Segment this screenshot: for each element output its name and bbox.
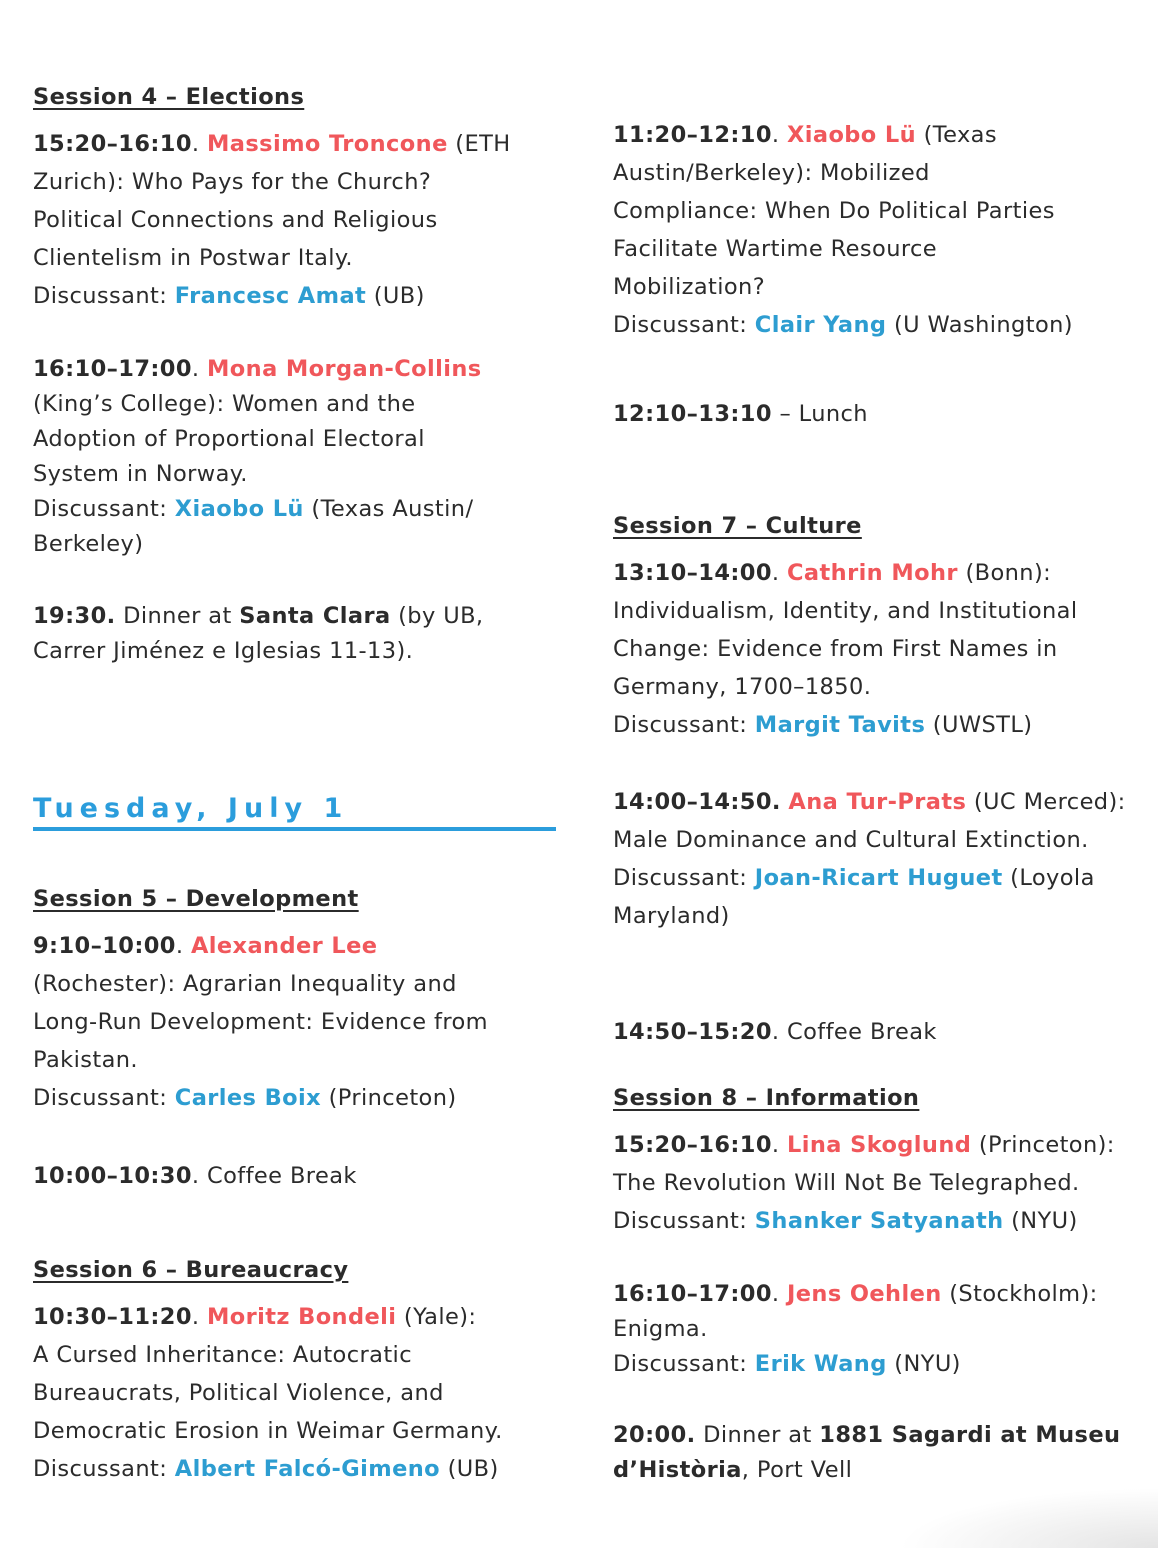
speaker-affiliation: (UC Merced):: [973, 789, 1126, 815]
speaker-affiliation: (Princeton):: [978, 1132, 1115, 1158]
break-label: Coffee Break: [787, 1019, 937, 1045]
break-time: 10:00–10:30: [33, 1163, 192, 1189]
speaker-affiliation: (Stockholm):: [949, 1281, 1098, 1307]
talk-title-line: Germany, 1700–1850.: [613, 674, 872, 700]
dinner-place-cont: d’Història: [613, 1457, 742, 1483]
talk-title-line: Facilitate Wartime Resource: [613, 236, 938, 262]
talk-time: 14:00–14:50.: [613, 789, 781, 815]
discussant-affiliation: (UWSTL): [932, 712, 1033, 738]
discussant-name: Francesc Amat: [174, 283, 367, 309]
day-heading: Tuesday, July 1: [33, 793, 349, 824]
discussant-name: Shanker Satyanath: [754, 1208, 1004, 1234]
discussant-label: Discussant:: [613, 1351, 748, 1377]
session-title: Session 6 – Bureaucracy: [33, 1257, 349, 1283]
talk-title-line: Compliance: When Do Political Parties: [613, 198, 1055, 224]
talk-time: 11:20–12:10: [613, 122, 772, 148]
talk-time: 16:10–17:00: [613, 1281, 772, 1307]
dinner-location: , Port Vell: [741, 1457, 853, 1483]
talk-lee: 9:10–10:00. Alexander Lee (Rochester): Agrarian Inequality and Long-Run Development: Evidence from Pakistan. Discussant: Carles Boix (Princeton): [33, 927, 553, 1117]
talk-title-line: A Cursed Inheritance: Autocratic: [33, 1342, 412, 1368]
discussant-label: Discussant:: [613, 865, 748, 891]
session-8-block: [613, 1079, 1153, 1117]
talk-title-line: Pakistan.: [33, 1047, 138, 1073]
lunch-label: – Lunch: [779, 401, 868, 427]
discussant-affiliation: (Loyola: [1010, 865, 1095, 891]
talk-title-line: Mobilization?: [613, 274, 766, 300]
talk-time: 9:10–10:00: [33, 933, 176, 959]
talk-time: 13:10–14:00: [613, 560, 772, 586]
discussant-affiliation: (UB): [373, 283, 425, 309]
talk-bondeli: 10:30–11:20. Moritz Bondeli (Yale): A Cursed Inheritance: Autocratic Bureaucrats, Political Violence, and Democratic Erosion in Weimar Germany. Discussant: Albert Falcó-Gimeno (UB): [33, 1298, 553, 1488]
discussant-label: Discussant:: [613, 1208, 748, 1234]
discussant-name: Erik Wang: [754, 1351, 887, 1377]
talk-title-line: Long-Run Development: Evidence from: [33, 1009, 488, 1035]
speaker-name: Massimo Troncone: [207, 131, 448, 157]
session-7-block: [613, 507, 1153, 545]
coffee-break-afternoon: 14:50–15:20. Coffee Break: [613, 1019, 937, 1045]
discussant-label: Discussant:: [33, 1085, 168, 1111]
discussant-affiliation: (NYU): [894, 1351, 961, 1377]
talk-title-line: Austin/Berkeley): Mobilized: [613, 160, 930, 186]
speaker-name: Jens Oehlen: [787, 1281, 942, 1307]
talk-time: 15:20–16:10: [613, 1132, 772, 1158]
session-title: Session 8 – Information: [613, 1085, 920, 1111]
speaker-name: Ana Tur-Prats: [788, 789, 967, 815]
break-label: Coffee Break: [207, 1163, 357, 1189]
talk-skoglund: 15:20–16:10. Lina Skoglund (Princeton): The Revolution Will Not Be Telegraphed. Discussant: Shanker Satyanath (NYU): [613, 1126, 1153, 1240]
talk-mohr: 13:10–14:00. Cathrin Mohr (Bonn): Individualism, Identity, and Institutional Change: Evidence from First Names in Germany, 1700–1850. Discussant: Margit Tavits (UWSTL): [613, 554, 1153, 744]
discussant-label: Discussant:: [33, 496, 168, 522]
speaker-name: Mona Morgan-Collins: [207, 356, 482, 382]
discussant-affiliation: (NYU): [1011, 1208, 1078, 1234]
break-time: 14:50–15:20: [613, 1019, 772, 1045]
talk-title-line: Change: Evidence from First Names in: [613, 636, 1058, 662]
session-5-block: [33, 880, 553, 918]
talk-tur-prats: [613, 783, 1153, 935]
discussant-name: Clair Yang: [754, 312, 887, 338]
talk-morgan-collins: 16:10–17:00. Mona Morgan-Collins (King’s College): Women and the Adoption of Proportional Electoral System in Norway. Discussant: Xiaobo Lü (Texas Austin/ Berkeley): [33, 352, 553, 562]
lunch-time: 12:10–13:10: [613, 401, 772, 427]
dinner-address: Carrer Jiménez e Iglesias 11-13).: [33, 638, 414, 664]
dinner-place: 1881 Sagardi at Museu: [819, 1422, 1121, 1448]
talk-title-line: Zurich): Who Pays for the Church?: [33, 169, 432, 195]
speaker-name: Moritz Bondeli: [207, 1304, 397, 1330]
discussant-name: Joan-Ricart Huguet: [754, 865, 1003, 891]
talk-title-line: Democratic Erosion in Weimar Germany.: [33, 1418, 503, 1444]
session-title: Session 7 – Culture: [613, 513, 862, 539]
dinner-prefix: Dinner at: [123, 603, 232, 629]
speaker-affiliation: (Bonn):: [965, 560, 1052, 586]
talk-title-line: Political Connections and Religious: [33, 207, 438, 233]
page-corner-shadow: [898, 1488, 1158, 1548]
session-6-block: [33, 1251, 553, 1289]
session-title: Session 4 – Elections: [33, 84, 305, 110]
dinner-time: 19:30.: [33, 603, 116, 629]
talk-time: 10:30–11:20: [33, 1304, 192, 1330]
discussant-name: Xiaobo Lü: [174, 496, 304, 522]
discussant-label: Discussant:: [613, 312, 748, 338]
discussant-affiliation: (UB): [447, 1456, 499, 1482]
discussant-affiliation: (Texas Austin/: [311, 496, 474, 522]
speaker-affiliation: (Yale):: [403, 1304, 477, 1330]
session-title: Session 5 – Development: [33, 886, 359, 912]
speaker-name: Cathrin Mohr: [787, 560, 958, 586]
talk-lu: 11:20–12:10. Xiaobo Lü (Texas Austin/Berkeley): Mobilized Compliance: When Do Political Parties Facilitate Wartime Resource Mobilization? Discussant: Clair Yang (U Washington): [613, 116, 1153, 344]
speaker-affiliation: (ETH: [455, 131, 511, 157]
talk-title-line: Male Dominance and Cultural Extinction.: [613, 827, 1089, 853]
speaker-name: Lina Skoglund: [787, 1132, 972, 1158]
talk-title-line: (Rochester): Agrarian Inequality and: [33, 971, 457, 997]
talk-title-line: System in Norway.: [33, 461, 248, 487]
talk-time: 16:10–17:00: [33, 356, 192, 382]
session-4-block: [33, 78, 553, 116]
discussant-name: Albert Falcó-Gimeno: [174, 1456, 441, 1482]
talk-title-line: Bureaucrats, Political Violence, and: [33, 1380, 444, 1406]
talk-title-line: Adoption of Proportional Electoral: [33, 426, 425, 452]
lunch: [613, 395, 1153, 433]
dinner-time: 20:00.: [613, 1422, 696, 1448]
dinner-place: Santa Clara: [239, 603, 391, 629]
discussant-name: Carles Boix: [174, 1085, 322, 1111]
talk-title-line: Enigma.: [613, 1316, 708, 1342]
talk-oehlen: 16:10–17:00. Jens Oehlen (Stockholm): Enigma. Discussant: Erik Wang (NYU): [613, 1277, 1153, 1382]
talk-title-line: Individualism, Identity, and Institutional: [613, 598, 1078, 624]
discussant-affiliation-cont: Berkeley): [33, 531, 144, 557]
discussant-label: Discussant:: [33, 283, 168, 309]
talk-title-line: (King’s College): Women and the: [33, 391, 416, 417]
discussant-affiliation-cont: Maryland): [613, 903, 730, 929]
discussant-affiliation: (Princeton): [328, 1085, 457, 1111]
speaker-name: Xiaobo Lü: [787, 122, 917, 148]
talk-troncone: 15:20–16:10. Massimo Troncone (ETH Zurich): Who Pays for the Church? Political Connections and Religious Clientelism in Postwar Italy. Discussant: Francesc Amat (UB): [33, 125, 553, 315]
coffee-break-morning: 10:00–10:30. Coffee Break: [33, 1163, 357, 1189]
dinner-prefix: Dinner at: [703, 1422, 812, 1448]
talk-time: 15:20–16:10: [33, 131, 192, 157]
speaker-name: Alexander Lee: [190, 933, 378, 959]
discussant-name: Margit Tavits: [754, 712, 926, 738]
speaker-affiliation: (Texas: [923, 122, 997, 148]
talk-title-line: Clientelism in Postwar Italy.: [33, 245, 353, 271]
discussant-affiliation: (U Washington): [893, 312, 1073, 338]
day-heading-underline: [33, 827, 556, 831]
discussant-label: Discussant:: [33, 1456, 168, 1482]
talk-title-line: The Revolution Will Not Be Telegraphed.: [613, 1170, 1080, 1196]
dinner-monday: [33, 599, 553, 669]
dinner-note: (by UB,: [398, 603, 484, 629]
dinner-tuesday: [613, 1418, 1153, 1488]
discussant-label: Discussant:: [613, 712, 748, 738]
